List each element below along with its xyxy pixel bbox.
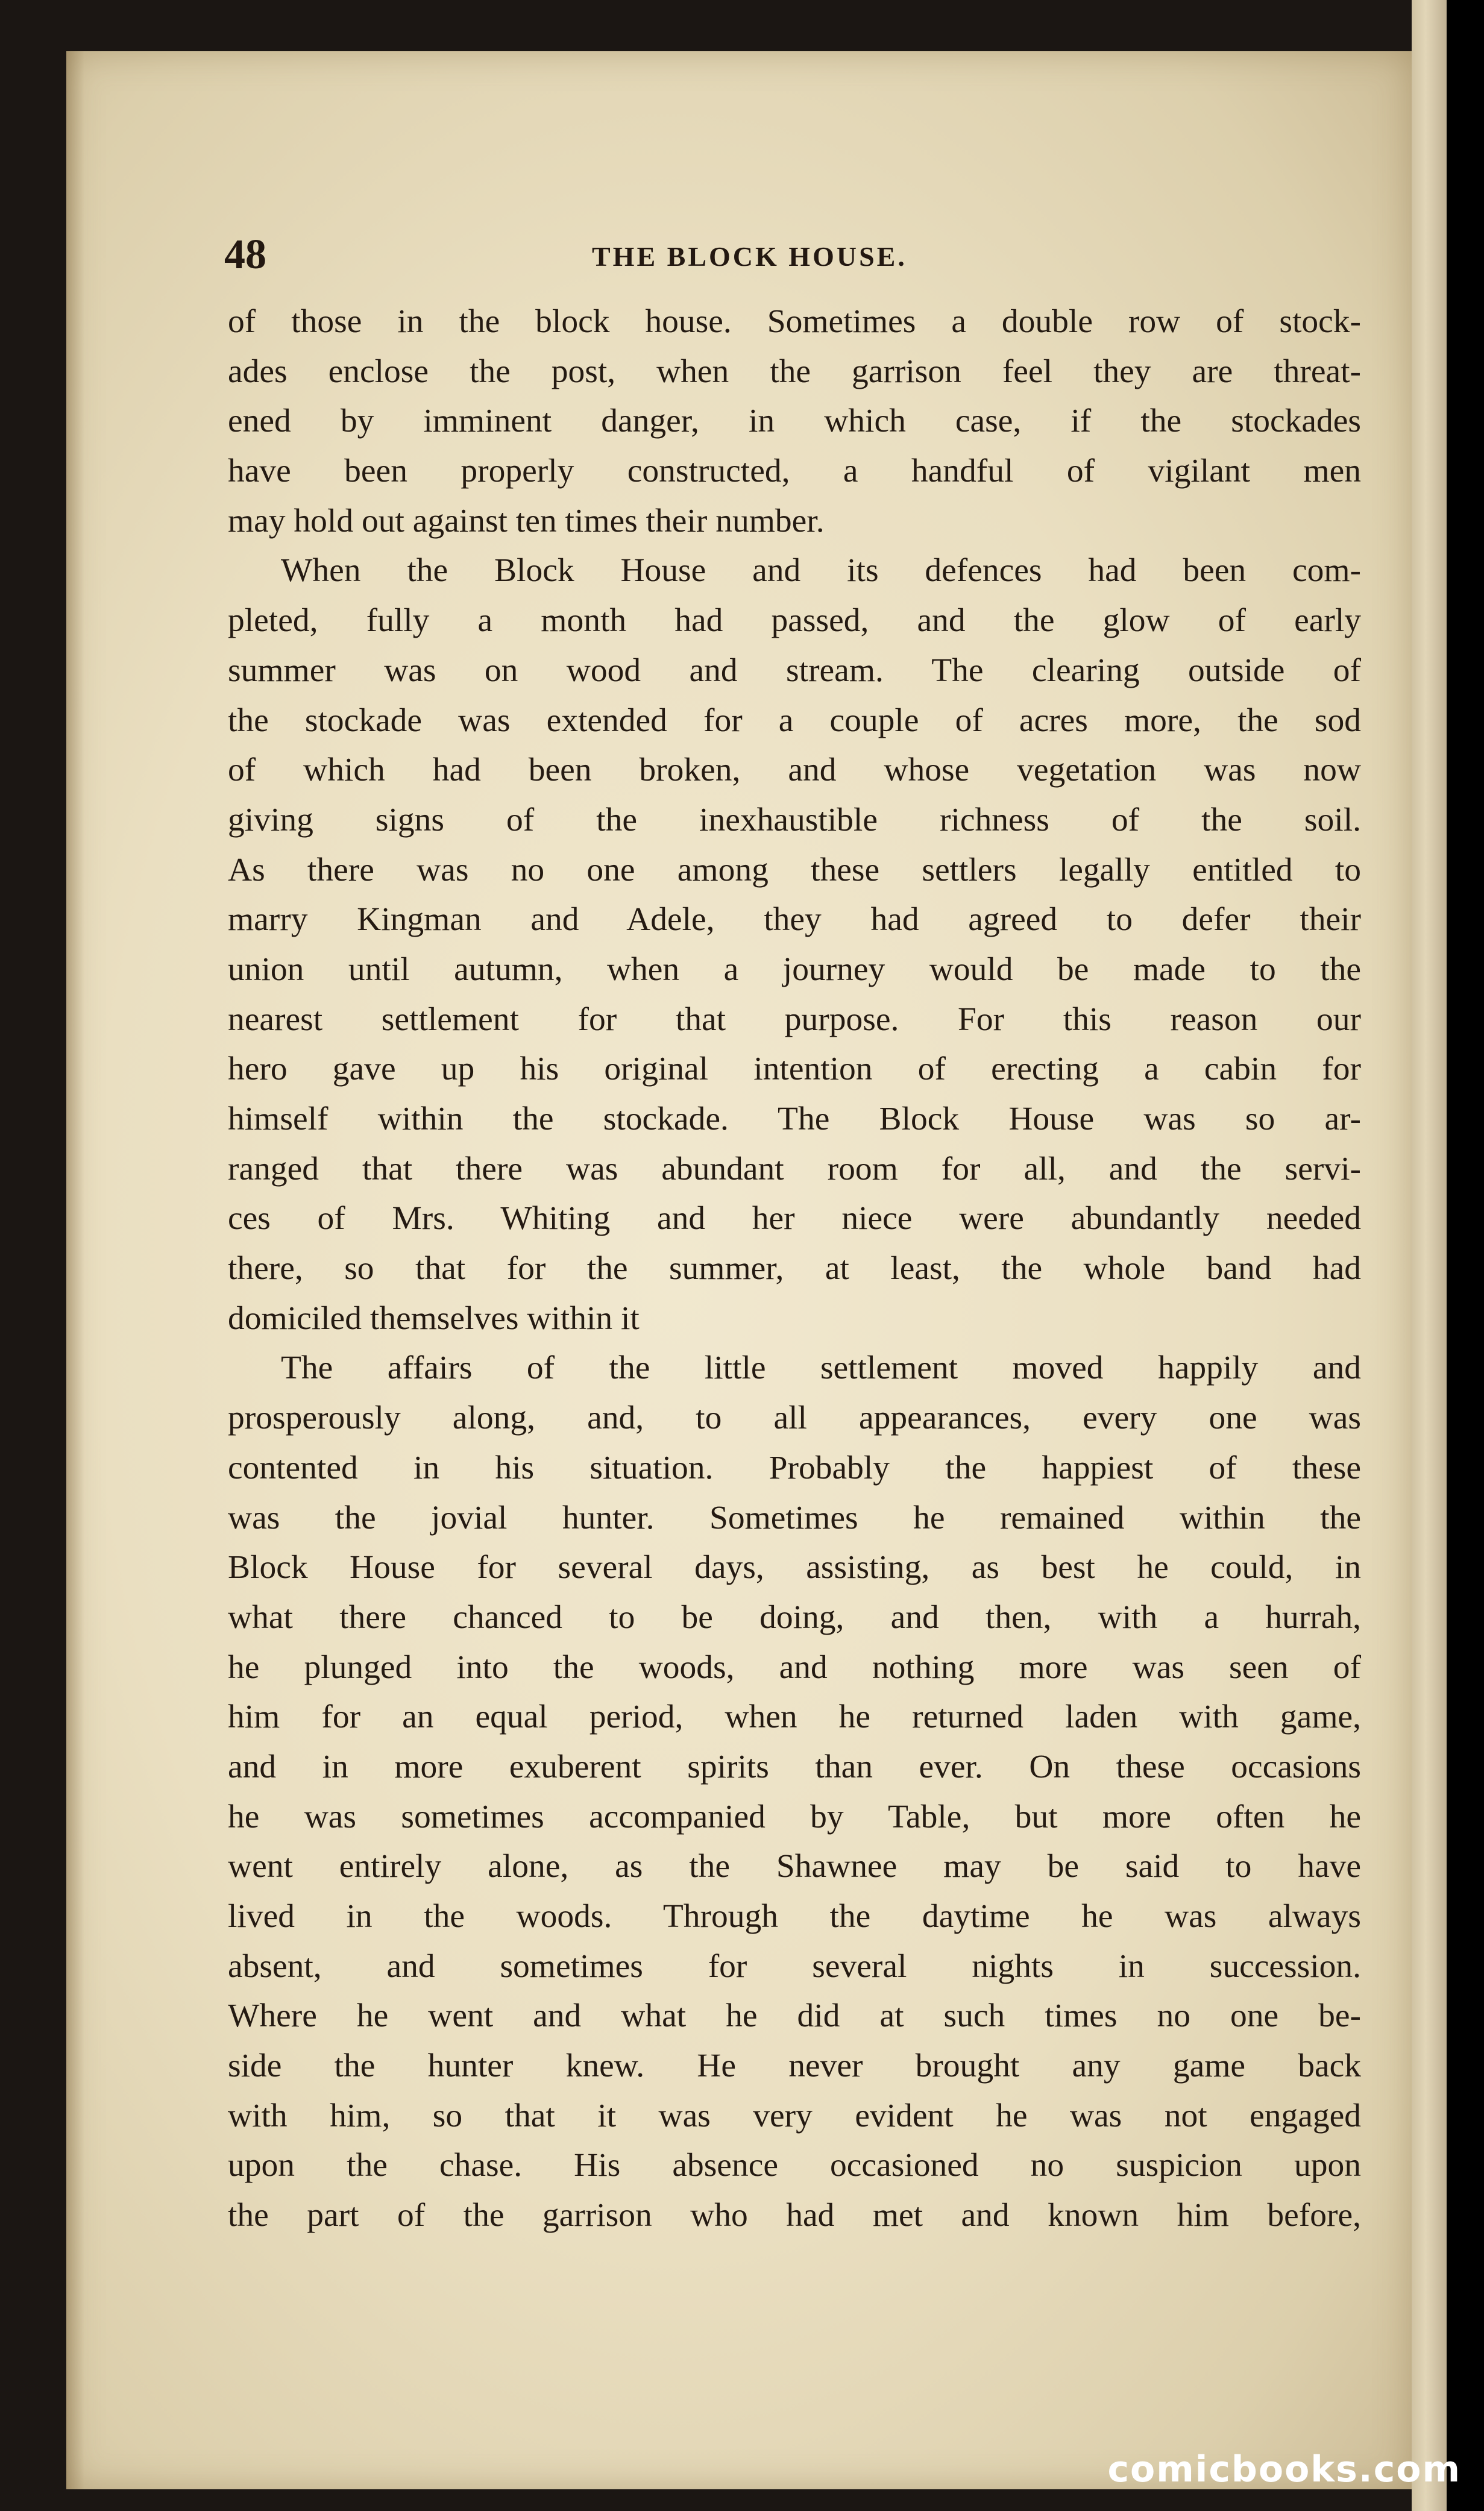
text-line: upon the chase. His absence occasioned no suspicion upon	[228, 2147, 1361, 2184]
text-line: marry Kingman and Adele, they had agreed to defer their	[228, 901, 1361, 938]
text-line: giving signs of the inexhaustible richness of the soil.	[228, 801, 1361, 838]
text-line: ades enclose the post, when the garrison feel they are threat-	[228, 353, 1361, 390]
site-watermark: comicbooks.com	[1107, 2448, 1461, 2491]
text-line: lived in the woods. Through the daytime he was always	[228, 1898, 1361, 1935]
text-line: may hold out against ten times their number.	[228, 502, 825, 539]
text-line: Block House for several days, assisting, as best he could, in	[228, 1549, 1361, 1586]
text-line: and in more exuberent spirits than ever. On these occasions	[228, 1748, 1361, 1785]
text-line: ranged that there was abundant room for all, and the servi-	[228, 1150, 1361, 1187]
text-line: nearest settlement for that purpose. For this reason our	[228, 1001, 1361, 1038]
text-line: the stockade was extended for a couple of acres more, the sod	[228, 702, 1361, 739]
page-header	[224, 228, 1369, 282]
text-line: ces of Mrs. Whiting and her niece were abundantly needed	[228, 1200, 1361, 1237]
page-number: 48	[224, 231, 266, 278]
text-line: what there chanced to be doing, and then, with a hurrah,	[228, 1598, 1361, 1636]
text-line: contented in his situation. Probably the happiest of these	[228, 1449, 1361, 1486]
text-line: of those in the block house. Sometimes a double row of stock-	[228, 303, 1361, 340]
text-line: him for an equal period, when he returned laden with game,	[228, 1699, 1361, 1736]
text-line: hero gave up his original intention of erecting a cabin for	[228, 1051, 1361, 1088]
text-line: ened by imminent danger, in which case, if the stockades	[228, 403, 1361, 440]
text-line: The affairs of the little settlement moved happily and	[281, 1350, 1361, 1387]
text-line: the part of the garrison who had met and known him before,	[228, 2197, 1361, 2234]
text-line: union until autumn, when a journey would be made to the	[228, 951, 1361, 988]
body-text	[228, 297, 1361, 2241]
text-line: there, so that for the summer, at least, the whole band had	[228, 1250, 1361, 1287]
text-line: was the jovial hunter. Sometimes he remained within the	[228, 1499, 1361, 1536]
text-line: pleted, fully a month had passed, and the glow of early	[228, 602, 1361, 640]
text-line: side the hunter knew. He never brought any game back	[228, 2047, 1361, 2085]
text-line: absent, and sometimes for several nights in succession.	[228, 1947, 1361, 1985]
text-line: himself within the stockade. The Block House was so ar-	[228, 1101, 1361, 1137]
text-line: prosperously along, and, to all appearances, every one was	[228, 1400, 1361, 1437]
page-gutter-shadow	[66, 51, 84, 2489]
text-line: he was sometimes accompanied by Table, but more often he	[228, 1798, 1361, 1835]
text-line: went entirely alone, as the Shawnee may be said to have	[228, 1848, 1361, 1885]
text-line: summer was on wood and stream. The clearing outside of	[228, 652, 1361, 689]
text-line: with him, so that it was very evident he was not engaged	[228, 2097, 1361, 2134]
text-line: As there was no one among these settlers legally entitled to	[228, 851, 1361, 888]
text-line: have been properly constructed, a handful of vigilant men	[228, 453, 1361, 490]
text-line: Where he went and what he did at such times no one be-	[228, 1997, 1361, 2035]
text-line: of which had been broken, and whose vegetation was now	[228, 752, 1361, 789]
scan-background	[1447, 0, 1484, 2511]
running-title: THE BLOCK HOUSE.	[592, 241, 907, 272]
text-line: he plunged into the woods, and nothing more was seen of	[228, 1648, 1361, 1686]
facing-page-edge	[1412, 0, 1447, 2511]
text-line: When the Block House and its defences had been com-	[281, 552, 1361, 589]
text-line: domiciled themselves within it	[228, 1299, 640, 1337]
